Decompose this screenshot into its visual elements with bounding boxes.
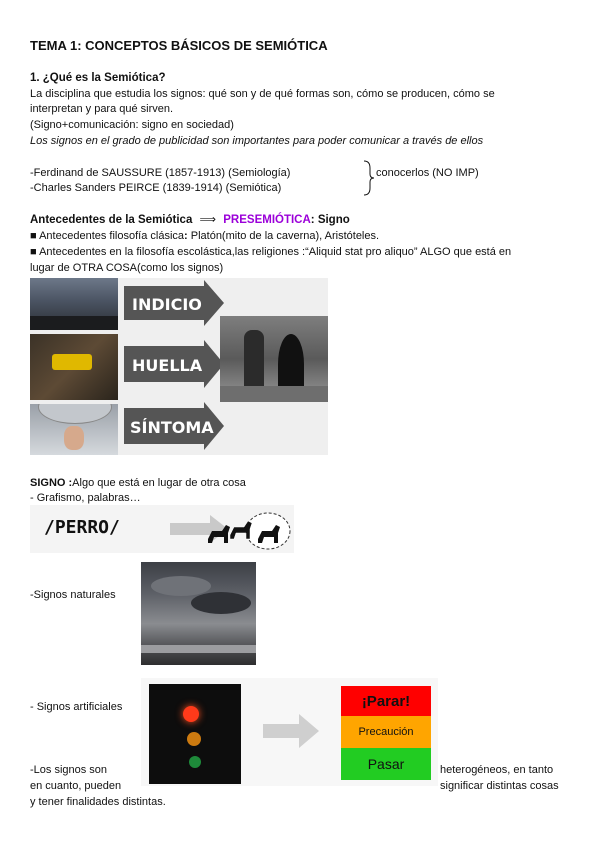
text-line-italic: Los signos en el grado de publicidad son importantes para poder comunicar a través de ellos: [30, 135, 484, 147]
text-line: (Signo+comunicación: signo en sociedad): [30, 119, 234, 131]
grafismo-line: - Grafismo, palabras…: [30, 492, 141, 504]
gray-arrow-icon: [263, 714, 321, 748]
perro-word: /PERRO/: [44, 517, 120, 538]
cloudy-sky-photo: [141, 562, 256, 665]
final-text: heterogéneos, en tanto: [440, 764, 554, 776]
final-text: en cuanto, pueden: [30, 780, 122, 792]
signo-label: SIGNO :: [30, 477, 73, 489]
arrow-sintoma: [124, 402, 226, 450]
dogs-icon: [200, 509, 292, 553]
arrow-huella: [124, 340, 226, 388]
double-arrow-icon: ⟹: [199, 214, 217, 226]
author-peirce: -Charles Sanders PEIRCE (1839-1914) (Semiótica): [30, 182, 282, 194]
presemiotica-label: PRESEMIÓTICA: [223, 214, 311, 226]
final-text: significar distintas cosas: [440, 780, 559, 792]
bullet-line: lugar de OTRA COSA(como los signos): [30, 262, 224, 274]
heading-part: Antecedentes de la Semiótica: [30, 214, 193, 226]
label-sintoma: SÍNTOMA: [130, 418, 214, 437]
label-indicio: INDICIO: [132, 295, 202, 314]
bullet-line: [30, 229, 379, 243]
storm-photo: [30, 278, 118, 330]
bullet-colon: :: [184, 230, 188, 242]
puddle-photo: [30, 334, 118, 400]
author-saussure: -Ferdinand de SAUSSURE (1857-1913) (Semiología): [30, 167, 291, 179]
arrow-indicio: [124, 280, 226, 326]
text-line: interpretan y para qué sirven.: [30, 103, 174, 115]
final-text: y tener finalidades distintas.: [30, 796, 166, 808]
bullet-text: Platón(mito de la caverna), Aristóteles.: [187, 230, 380, 242]
final-text: -Los signos son: [30, 764, 108, 776]
page-title: TEMA 1: CONCEPTOS BÁSICOS DE SEMIÓTICA: [30, 38, 328, 53]
traffic-composite: [141, 678, 438, 786]
signo-definition: [30, 476, 246, 490]
go-sign: Pasar: [341, 748, 431, 780]
naturales-label: -Signos naturales: [30, 589, 116, 601]
text-line: La disciplina que estudia los signos: qué son y de qué formas son, cómo se producen, cómo se: [30, 88, 495, 100]
antecedentes-heading: [30, 213, 350, 227]
caution-sign: Precaución: [341, 716, 431, 748]
signo-text: Algo que está en lugar de otra cosa: [72, 477, 246, 489]
brace-note: conocerlos (NO IMP): [376, 167, 479, 179]
label-huella: HUELLA: [132, 356, 203, 375]
bullet-text: ■ Antecedentes filosofía clásica: [30, 230, 185, 242]
brace-icon: [362, 160, 376, 196]
umbrella-photo: [30, 404, 118, 455]
section-heading: 1. ¿Qué es la Semiótica?: [30, 72, 166, 84]
stop-sign: ¡Parar!: [341, 686, 431, 716]
signs-collage: [30, 278, 328, 455]
rain-street-photo: [220, 316, 328, 402]
perro-image: [30, 505, 294, 553]
heading-part: : Signo: [310, 214, 350, 226]
bullet-line: ■ Antecedentes en la filosofía escolástica,las religiones :“Aliquid stat pro aliquo” ALGO que está en: [30, 246, 512, 258]
traffic-light-photo: [149, 684, 241, 784]
artificiales-label: - Signos artificiales: [30, 701, 123, 713]
